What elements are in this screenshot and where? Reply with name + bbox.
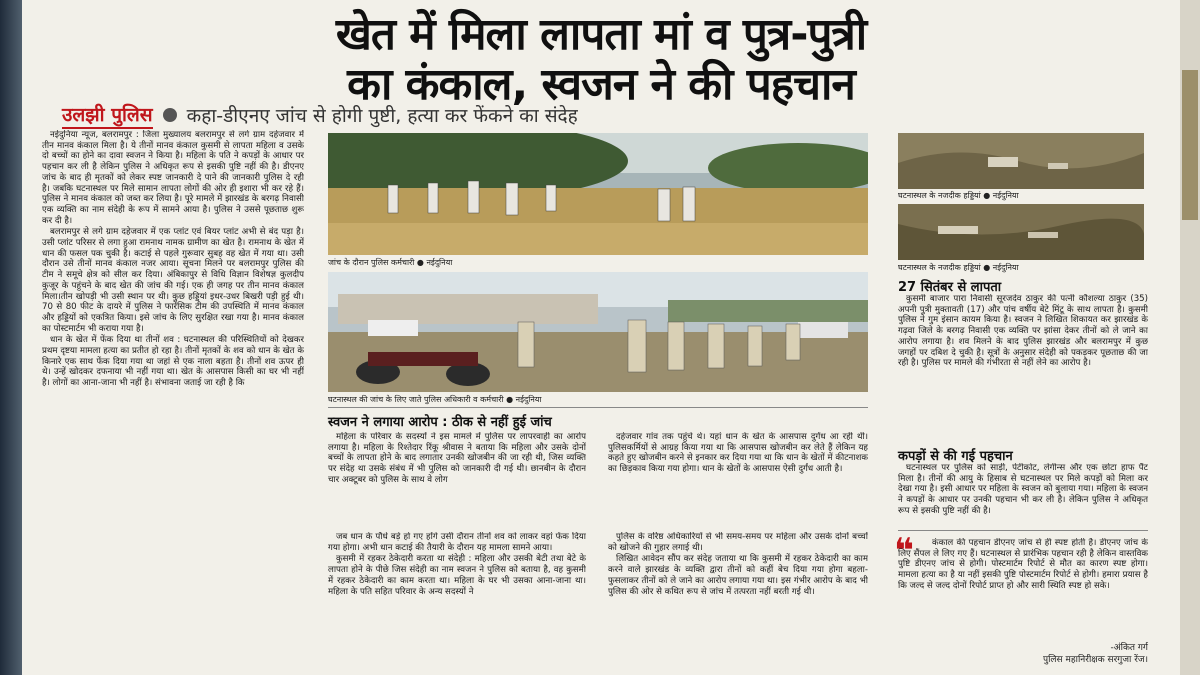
allegation-column-c: [328, 532, 586, 672]
allegation-column-b: [608, 432, 868, 528]
article-paragraph: घटनास्थल पर पुलिस को साड़ी, पेटीकोट, लेगीन्स और एक छोटा हाफ पैंट मिला है। तीनों की आयु के हिसाब से घटनास्थल पर मिले कपड़ों को मिला कर देखा गया है। इसी आधार पर महिला के स्वजन को बुलाया गया। महिला के स्वजन ने कपड़ों के आधार पर उनकी पहचान भी कर ली है। लेकिन पुलिस ने अधिकृत रूप से इसकी पुष्टि नहीं की है।: [898, 463, 1148, 516]
right-photo-1-caption: घटनास्थल के नजदीक हड्डियां ● नईदुनिया: [898, 191, 1019, 200]
article-paragraph: दहेजवार गांव तक पहुंचे थे। यहां धान के खेत के आसपास दुर्गंध आ रही थी। पुलिसकर्मियों से आग्रह किया गया था कि आसपास खोजबीन कर लेते हैं लेकिन यह कहते हुए खोजबीन करने से इनकार कर दिया गया था कि धान के खेतों में कीटनाशक का छिड़काव किया गया होगा। धान के खेतों के आसपास ऐसी दुर्गंध आती है।: [608, 432, 868, 475]
headline-line-1: खेत में मिला लापता मां व पुत्र-पुत्री: [335, 9, 867, 60]
quote-divider: [898, 530, 1148, 531]
adjacent-page-right-edge: [1180, 0, 1200, 675]
quote-text: कंकाल की पहचान डीएनए जांच से ही स्पष्ट होती है। डीएनए जांच के लिए सैंपल ले लिए गए हैं। घटनास्थल से प्रारंभिक पहचान रही है लेकिन वास्तविक पुष्टि डीएनए जांच से होगी। पोस्टमार्टम रिपोर्ट से मौत का कारण स्पष्ट होगा। मामला हत्या का है या नहीं इसकी पुष्टि पोस्टमार्टम रिपोर्ट से होगी। हमारा प्रयास है कि जल्द से जल्द दोनों रिपोर्ट प्राप्त हो और सारी स्थिति स्पष्ट हो सके।: [898, 538, 1148, 591]
missing-heading: 27 सितंबर से लापता: [898, 280, 1002, 295]
bullet-icon: [163, 108, 177, 122]
photo-police-in-field: [328, 133, 868, 255]
subheadline: [62, 103, 1172, 127]
photo-field-image: [328, 133, 868, 255]
quote-author-name: -अंकित गर्ग: [1110, 643, 1148, 653]
quote-column: [898, 538, 1148, 638]
quote-author-designation: पुलिस महानिरीक्षक सरगुजा रेंज।: [1042, 655, 1148, 665]
photo-bones-2-image: [898, 204, 1144, 260]
top-photo-caption: जांच के दौरान पुलिस कर्मचारी ● नईदुनिया: [328, 258, 453, 267]
right-photo-2-caption: घटनास्थल के नजदीक हड्डियां ● नईदुनिया: [898, 263, 1019, 272]
article-paragraph: पुलिस के वरिष्ठ अधिकारियों से भी समय-समय पर महिला और उसके दोनों बच्चों को खोजने की गुहार लगाई थी।: [608, 532, 868, 553]
adjacent-page-left-edge: [0, 0, 22, 675]
missing-column: [898, 294, 1148, 444]
article-paragraph: बलरामपुर से लगे ग्राम दहेजवार में एक प्लांट एवं बियर प्लांट अभी से बंद पड़ा है। उसी प्लांट परिसर से लगा हुआ रामनाथ नामक ग्रामीण का खेत है। रामनाथ के खेत में धान की फसल पक चुकी है। कटाई से पहले गुरूवार सुबह वह खेत में गया था। उसी दौरान उसे तीनों मानव कंकाल नजर आया। सूचना मिलने पर बलरामपुर पुलिस की टीम ने समूचे क्षेत्र को सील कर दिया। अंबिकापुर से विधि विज्ञान विशेषज्ञ कुलदीप कुजूर के पहुंचने के बाद खेत की जांच की गई। एक ही जगह पर तीन मानव कंकाल मिला।तीन खोपड़ी भी उसी स्थान पर थी। कुछ हड्डियां इधर-उधर बिखरी पड़ी हुई थी। 70 से 80 फीट के दायरे में पुलिस ने फारेंसिक टीम की उपस्थिति में मानव कंकाल और हड्डियों को एकत्रित किया। इसे जांच के लिए सुरक्षित रखा गया है। मानव कंकाल का पोस्टमार्टम भी कराया गया है।: [42, 227, 304, 334]
subheadline-text: कहा-डीएनए जांच से होगी पुष्टी, हत्या कर फेंकने का संदेह: [186, 105, 578, 127]
article-paragraph: महिला के परिवार के सदस्यों ने इस मामले में पुलिस पर लापरवाही का आरोप लगाया है। महिला के रिश्तेदार रिंकू श्रीवास ने बताया कि महिला और उसके दोनों बच्चों के लापता होने के बाद लगातार उनकी खोजबीन की जा रही थी, जिस व्यक्ति पर संदेह था उसके संबंध में भी पुलिस को जानकारी दी गई थी। छानबीन के दौरान चार अक्टूबर को पुलिस के साथ वे लोग: [328, 432, 586, 485]
allegation-heading: स्वजन ने लगाया आरोप : ठीक से नहीं हुई जांच: [328, 415, 552, 430]
adjacent-page-image: [1182, 70, 1198, 220]
article-paragraph: लिखित आवेदन सौंप कर संदेह जताया था कि कुसमी में रहकर ठेकेदारी का काम करने वाले झारखंड के व्यक्ति द्वारा तीनों को कहीं बेच दिया गया होगा बहला-फुसलाकर तीनों को ले जाने का आरोप लगाया गया था। इस गंभीर आरोप के बाद भी पुलिस की ओर से कथित रूप से जांच में तत्परता नहीं बरती गई थी।: [608, 554, 868, 597]
newspaper-page: [22, 0, 1180, 675]
article-paragraph: धान के खेत में फेंक दिया था तीनों शव : घटनास्थल की परिस्थितियों को देखकर प्रथम दृष्टया मामला हत्या का प्रतीत हो रहा है। तीनों मृतकों के शव को धान के खेत के किनारे एक साथ फेंक दिया गया था जहां से एक नाला बहता है। तीनों शव ऊपर ही थे। उन्हें खोदकर दफनाया भी नहीं गया था। खेत के आसपास किसी का घर भी नहीं है। लोगों का आना-जाना भी नहीं है। संभावना जताई जा रही है कि: [42, 335, 304, 389]
quote-icon: ❝: [894, 531, 914, 571]
clothes-heading: कपड़ों से की गई पहचान: [898, 449, 1013, 464]
clothes-column: [898, 463, 1148, 527]
headline-line-2: का कंकाल, स्वजन ने की पहचान: [347, 59, 855, 110]
photo-walking-image: [328, 272, 868, 392]
section-divider: [328, 407, 868, 408]
allegation-column-d: [608, 532, 868, 672]
article-column-1: [42, 130, 304, 670]
article-paragraph: कुसमी बाजार पारा निवासी सूरजदेव ठाकुर की पत्नी कौशल्या ठाकुर (35) अपनी पुत्री मुक्तावती (17) और पांच वर्षीय बेटे मिंटू के साथ लापता है। कुसमी पुलिस ने गुम इंसान कायम किया है। स्वजन ने लिखित शिकायत कर झारखंड के गढ़वा जिले के बरगढ़ निवासी एक व्यक्ति पर झांसा देकर तीनों को ले जाने का आरोप लगाया है। शव मिलने के बाद पुलिस झारखंड और बलरामपुर में कुछ जगहों पर दबिश दे चुकी है। सूत्रों के अनुसार संदेही को पकड़कर पूछताछ की जा रही है। पुलिस पर मामले की गंभीरता से नहीं लेने का आरोप है।: [898, 294, 1148, 369]
photo-police-walking: [328, 272, 868, 392]
photo-bones-1: [898, 133, 1144, 189]
photo-bones-2: [898, 204, 1144, 260]
article-paragraph: नईदुनिया न्यूज, बलरामपुर : जिला मुख्यालय बलरामपुर से लगे ग्राम दहेजवार में तीन मानव कंकाल मिला है। ये तीनों मानव कंकाल कुसमी से लापता महिला व उसके दो बच्चों का होने का दावा स्वजन ने किया है। महिला के पति ने कपड़ों के आधार पर पहचान कर ली है लेकिन पुलिस ने अधिकृत रूप से इसकी पुष्टि नहीं की है। डीएनए जांच के बाद ही मृतकों को लेकर स्पष्ट जानकारी दे पाने की जानकारी पुलिस दे रही है। जबकि घटनास्थल पर मिले सामान लापता लोगों की ओर ही इशारा भी कर रहे हैं। पुलिस ने मानव कंकाल को जब्त कर लिया है। पूरे मामले में झारखंड के बरगढ़ निवासी एक व्यक्ति का नाम संदेही के रूप में सामने आया है। पुलिस ने उससे पूछताछ शुरू कर दी है।: [42, 130, 304, 226]
article-paragraph: कुसमी में रहकर ठेकेदारी करता था संदेही : महिला और उसकी बेटी तथा बेटे के लापता होने के पीछे जिस संदेही का नाम स्वजन ने पुलिस को बताया है, वह कुसमी में रहकर ठेकेदारी का काम करता था। महिला के घर भी उसका आना-जाना था। महिला के पति सहित परिवार के अन्य सदस्यों ने: [328, 554, 586, 597]
article-paragraph: जब धान के पौधे बड़े हो गए होंगे उसी दौरान तीनों शव को लाकर वहां फेंक दिया गया होगा। अभी धान कटाई की तैयारी के दौरान यह मामला सामने आया।: [328, 532, 586, 553]
allegation-column-a: [328, 432, 586, 528]
middle-photo-caption: घटनास्थल की जांच के लिए जाते पुलिस अधिकारी व कर्मचारी ● नईदुनिया: [328, 395, 542, 404]
kicker-label: उलझी पुलिस: [62, 101, 153, 129]
photo-bones-1-image: [898, 133, 1144, 189]
